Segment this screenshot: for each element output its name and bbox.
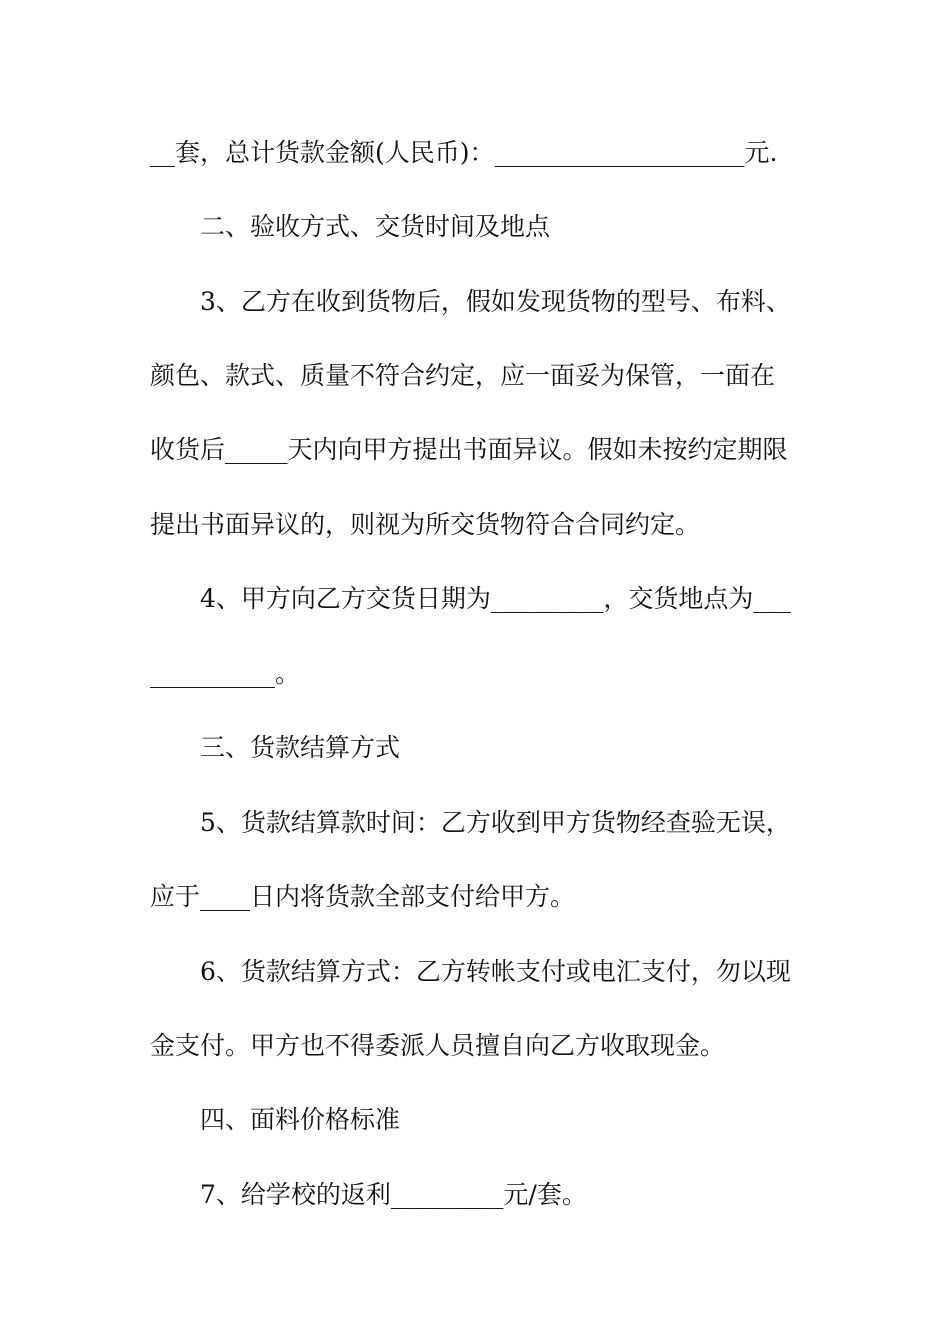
clause-6-line-1: 6、货款结算方式：乙方转帐支付或电汇支付，勿以现 [200,957,791,986]
section-heading-settlement: 三、货款结算方式 [200,733,401,762]
clause-5-line-1: 5、货款结算款时间：乙方收到甲方货物经查验无误， [200,808,791,837]
clause-4-line-1: 4、甲方向乙方交货日期为_________，交货地点为___ [200,584,791,613]
clause-3-line-1: 3、乙方在收到货物后，假如发现货物的型号、布料、 [200,287,791,316]
clause-6-line-2: 金支付。甲方也不得委派人员擅自向乙方收取现金。 [150,1031,726,1060]
section-heading-fabric-price: 四、面料价格标准 [200,1105,401,1134]
clause-7-line-1: 7、给学校的返利_________元/套。 [200,1180,587,1209]
text-line-total-amount: __套，总计货款金额(人民币)：____________________元. [150,138,778,167]
clause-3-line-4: 提出书面异议的，则视为所交货物符合合同约定。 [150,510,701,539]
clause-3-line-3: 收货后_____天内向甲方提出书面异议。假如未按约定期限 [150,435,788,464]
clause-4-line-2: __________。 [150,659,301,688]
section-heading-acceptance: 二、验收方式、交货时间及地点 [200,212,551,241]
clause-5-line-2: 应于____日内将货款全部支付给甲方。 [150,882,576,911]
clause-3-line-2: 颜色、款式、质量不符合约定，应一面妥为保管，一面在 [150,361,776,390]
